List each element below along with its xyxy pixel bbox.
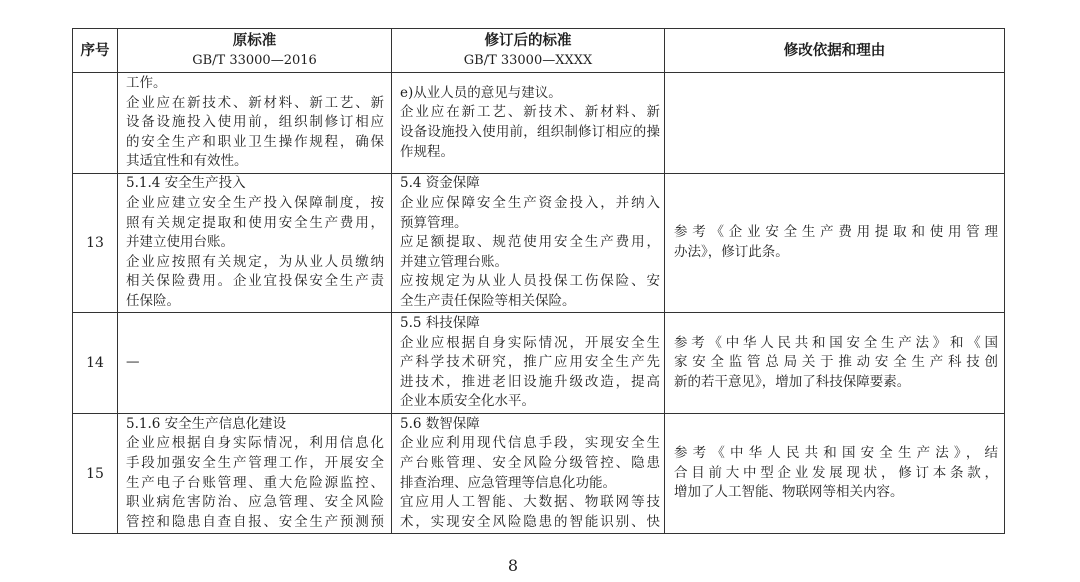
header-reason-label: 修改依据和理由 bbox=[783, 42, 886, 59]
text-line: 宜应用人工智能、大数据、物联网等技 bbox=[400, 494, 660, 511]
cell-reason bbox=[665, 73, 1005, 174]
cell-reason bbox=[665, 414, 1005, 534]
text-line: 企业应根据自身实际情况，利用信息化 bbox=[126, 435, 384, 452]
row-number: 15 bbox=[86, 465, 104, 482]
cell-original bbox=[118, 313, 392, 414]
row-number: 13 bbox=[86, 235, 104, 251]
text-line: 产科学技术研究，推广应用安全生产先 bbox=[400, 354, 660, 371]
header-revised-code: GB/T 33000—XXXX bbox=[463, 53, 593, 68]
header-no-label: 序号 bbox=[80, 42, 110, 59]
text-line: 并建立管理台账。 bbox=[400, 253, 508, 270]
header-revised-title: 修订后的标准 bbox=[484, 32, 572, 49]
cell-no bbox=[73, 313, 118, 414]
cell-text bbox=[392, 174, 664, 311]
header-original bbox=[118, 29, 392, 73]
cell-no bbox=[73, 414, 118, 534]
text-line: 产台账管理、安全风险分级管控、隐患 bbox=[400, 454, 660, 471]
comparison-table bbox=[72, 28, 1005, 534]
cell-text bbox=[118, 174, 391, 311]
text-line: 5.6 数智保障 bbox=[400, 415, 480, 432]
text-line: 参考《中华人民共和国安全生产法》，结 bbox=[674, 445, 998, 462]
cell-text bbox=[118, 415, 391, 533]
text-line: 任保险。 bbox=[126, 292, 180, 309]
text-line: 应足额提取、规范使用安全生产费用， bbox=[400, 234, 660, 251]
text-line: 企业本质安全化水平。 bbox=[400, 393, 535, 410]
text-line: 5.5 科技保障 bbox=[400, 315, 480, 332]
cell-no bbox=[73, 73, 118, 174]
cell-text bbox=[118, 74, 391, 172]
header-original-code: GB/T 33000—2016 bbox=[192, 53, 317, 68]
text-line: 设备设施投入使用前，组织制修订相应 bbox=[126, 114, 384, 131]
text-line: e)从业人员的意见与建议。 bbox=[400, 84, 562, 101]
text-line: 手段加强安全生产管理工作，开展安全 bbox=[126, 454, 384, 471]
text-line: 办法》，修订此条。 bbox=[674, 244, 789, 260]
text-line: 相关保险费用。企业宜投保安全生产责 bbox=[126, 273, 384, 290]
cell-text bbox=[665, 223, 1004, 262]
text-line: 术，实现安全风险隐患的智能识别、快 bbox=[400, 513, 660, 530]
text-line: 进技术，推进老旧设施升级改造，提高 bbox=[400, 373, 660, 390]
text-line: 排查治理、应急管理等信息化功能。 bbox=[400, 474, 616, 491]
text-line: 5.1.6 安全生产信息化建设 bbox=[126, 415, 287, 432]
cell-reason bbox=[665, 313, 1005, 414]
text-line: 的安全生产和职业卫生操作规程，确保 bbox=[126, 133, 384, 150]
text-line: 企业应利用现代信息手段，实现安全生 bbox=[400, 435, 660, 452]
cell-text bbox=[392, 314, 664, 412]
text-line: 企业应保障安全生产资金投入，并纳入 bbox=[400, 195, 660, 212]
text-line: 企业应在新工艺、新技术、新材料、新 bbox=[400, 104, 660, 121]
header-revised bbox=[392, 29, 665, 73]
cell-original bbox=[118, 414, 392, 534]
cell-no bbox=[73, 174, 118, 313]
text-line: 参考《企业安全生产费用提取和使用管理 bbox=[674, 224, 998, 241]
text-line: 设备设施投入使用前，组织制修订相应的操 bbox=[400, 124, 660, 140]
text-line: 其适宜性和有效性。 bbox=[126, 153, 248, 170]
row-number: 14 bbox=[86, 355, 104, 371]
text-line: — bbox=[126, 354, 140, 371]
header-original-title: 原标准 bbox=[232, 32, 277, 49]
cell-text bbox=[392, 84, 664, 162]
text-line: 照有关规定提取和使用安全生产费用， bbox=[126, 214, 384, 231]
text-line: 企业应在新技术、新材料、新工艺、新 bbox=[126, 94, 384, 111]
text-line: 参考《中华人民共和国安全生产法》和《国 bbox=[674, 334, 998, 351]
text-line: 增加了人工智能、物联网等相关内容。 bbox=[674, 484, 904, 501]
header-no bbox=[73, 29, 118, 73]
text-line: 企业应按照有关规定，为从业人员缴纳 bbox=[126, 253, 384, 270]
cell-text bbox=[392, 415, 664, 533]
text-line: 并建立使用台账。 bbox=[126, 234, 234, 251]
cell-original bbox=[118, 73, 392, 174]
cell-text bbox=[118, 353, 391, 373]
cell-text bbox=[665, 444, 1004, 503]
text-line: 家安全监管总局关于推动安全生产科技创 bbox=[674, 354, 998, 371]
header-reason bbox=[665, 29, 1005, 73]
text-line: 工作。 bbox=[126, 75, 167, 92]
page-number: 8 bbox=[507, 556, 519, 575]
text-line: 职业病危害防治、应急管理、安全风险 bbox=[126, 494, 384, 511]
cell-revised bbox=[392, 73, 665, 174]
text-line: 新的若干意见》，增加了科技保障要素。 bbox=[674, 373, 911, 390]
text-line: 生产电子台账管理、重大危险源监控、 bbox=[126, 474, 384, 491]
cell-revised bbox=[392, 174, 665, 313]
cell-original bbox=[118, 174, 392, 313]
cell-text bbox=[665, 334, 1004, 393]
text-line: 应按规定为从业人员投保工伤保险、安 bbox=[400, 273, 660, 290]
text-line: 作规程。 bbox=[400, 143, 454, 160]
text-line: 合目前大中型企业发展现状，修订本条款， bbox=[674, 464, 998, 481]
cell-reason bbox=[665, 174, 1005, 313]
text-line: 企业应建立安全生产投入保障制度，按 bbox=[126, 195, 384, 212]
text-line: 管控和隐患自查自报、安全生产预测预 bbox=[126, 513, 384, 530]
text-line: 企业应根据自身实际情况，开展安全生 bbox=[400, 334, 660, 351]
text-line: 全生产责任保险等相关保险。 bbox=[400, 292, 576, 309]
text-line: 5.1.4 安全生产投入 bbox=[126, 175, 246, 192]
text-line: 5.4 资金保障 bbox=[400, 175, 480, 192]
cell-revised bbox=[392, 414, 665, 534]
cell-revised bbox=[392, 313, 665, 414]
text-line: 预算管理。 bbox=[400, 214, 468, 231]
